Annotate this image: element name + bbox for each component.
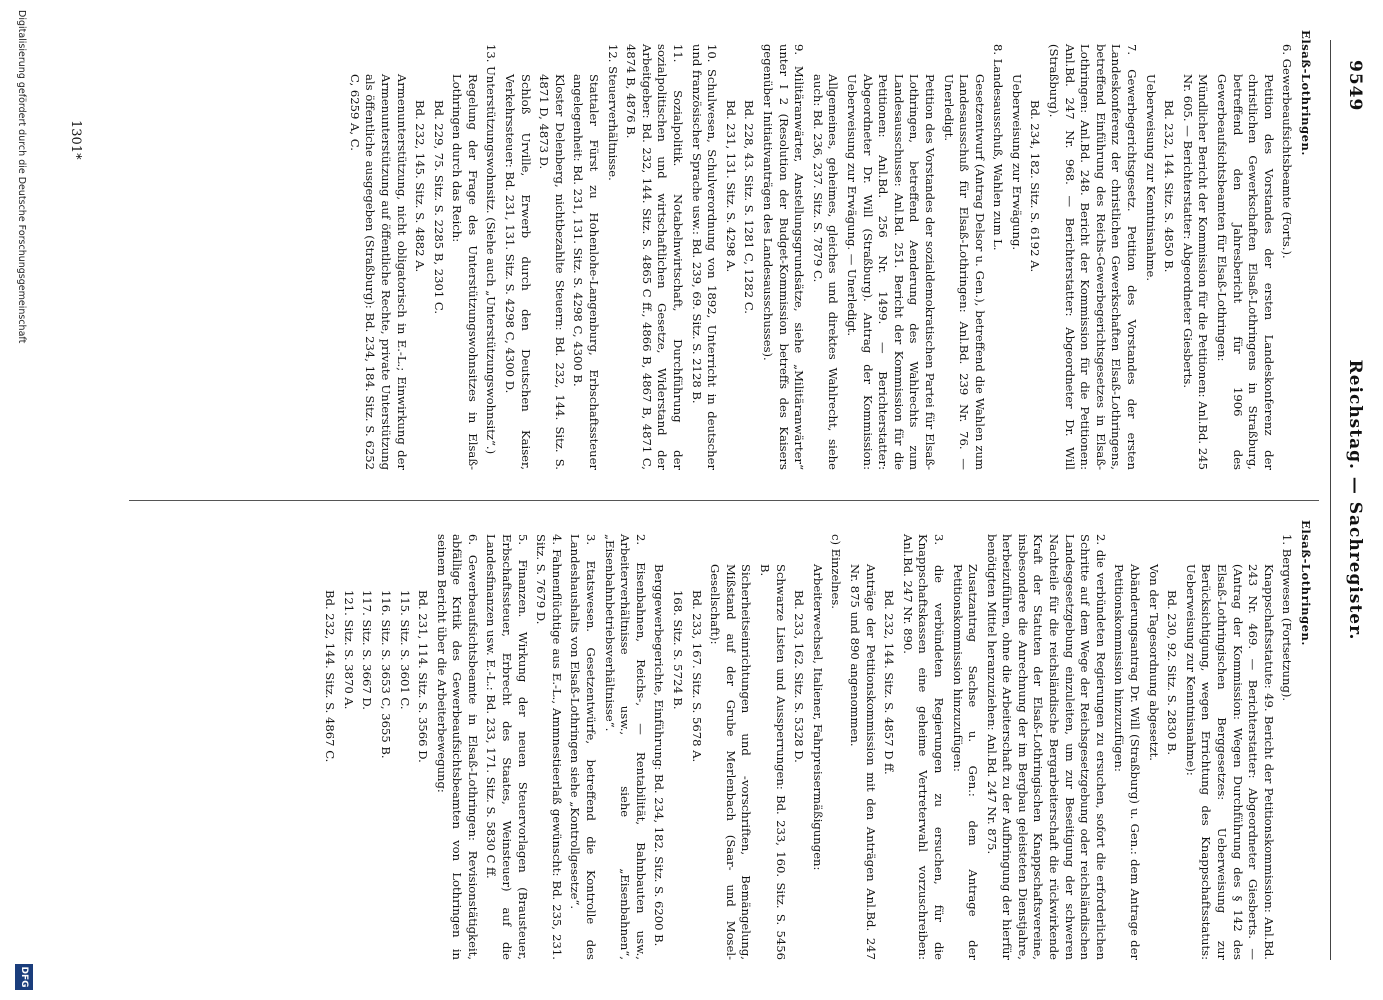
register-entry: Zusatzantrag Sachse u. Gen.: dem Antrage der Petitionskommission hinzuzufügen:: [950, 564, 981, 960]
register-entry: 7. Gewerbegerichtsgesetz. Petition des Vorstandes der ersten Landeskonferenz der christlichen Gewerkschaften Elsaß-Lothringens, betreffend Einführung des Reichs-Gewerbegerichtsgesetzes in Elsaß-Lothringen: Anl.Bd. 248. Bericht der Kommission für die Petitionen: Anl.Bd. 247 Nr. 968. — Berichterstatter: Abgeordneter Dr. Will (Straßburg).: [1047, 44, 1140, 470]
register-entry: Petition des Vorstandes der ersten Landeskonferenz der christlichen Gewerkschaften Elsaß-Lothringens in Straßburg, betreffend den Jahresbericht für 1906 des Gewerbeaufsichtsbeamten für Elsaß-Lothringen:: [1215, 74, 1276, 470]
register-entry: Abänderungsantrag Dr. Will (Straßburg) u. Gen.: dem Antrage der Petitionskommission hinzuzufügen:: [1112, 564, 1143, 960]
register-entry: 10. Schulwesen, Schulverordnung von 1892, Unterricht in deutscher und französischer Sprache usw.: Bd. 239, 69. Sitz. S. 2128 B.: [689, 44, 720, 470]
register-entry: 13. Unterstützungswohnsitz. (Siehe auch „Unterstützungswohnsitz“.): [484, 44, 499, 455]
register-entry: 1. Bergwesen (Fortsetzung).: [1280, 534, 1295, 702]
register-entry: Sicherheitseinrichtungen und -vorschriften, Bemängelung, Mißstand auf der Grube Merlenbach (Saar- und Mosel-Gesellschaft):: [708, 564, 754, 960]
page-number: 9549: [1345, 60, 1365, 112]
register-entry: Allgemeines, geheimes, gleiches und direktes Wahlrecht, siehe auch: Bd. 236, 237. Sitz. S. 7879 C.: [810, 74, 841, 470]
signature-mark: 1301*: [68, 120, 83, 160]
register-entry: 8. Landesausschuß, Wahlen zum L.: [991, 44, 1006, 251]
left-column-entries: [346, 30, 1294, 470]
register-entry: 9. Militäranwärter, Anstellungsgrundsätze, siehe „Militäranwärter“ unter I 2 (Resolution der Budget-Kommission betreffs des Kaisers gegenüber Initiativanträgen des Landesausschusses).: [761, 44, 807, 470]
register-entry: 5. Finanzen. Wirkung der neuen Steuervorlagen (Brausteuer, Erbschaftssteuer, Erbrecht des Staates, Weinsteuer) auf die Landesfinanzen usw. E.-L.: Bd. 233, 171. Sitz. S. 5830 C ff.: [484, 534, 530, 960]
dfg-logo: DFG: [15, 964, 33, 990]
register-entry: 3. Etatswesen. Gesetzentwürfe, betreffend die Kontrolle des Landeshaushalts von Elsaß-Lothringen siehe „Kontrollgesetze“.: [568, 534, 599, 960]
register-entry: Bd. 229, 75. Sitz. S. 2285 B, 2301 C.: [431, 100, 446, 315]
register-entry: Bd. 233, 167. Sitz. S. 5678 A.: [689, 590, 704, 763]
register-entry: Bd. 232, 144. Sitz. S. 4850 B.: [1162, 100, 1177, 273]
register-entry: 121. Sitz. S. 3870 A.: [341, 590, 356, 710]
register-entry: Bd. 228, 43. Sitz. S. 1281 C, 1282 C.: [742, 100, 757, 314]
digitization-credit: Digitalisierung gefördert durch die Deutsche Forschungsgemeinschaft: [16, 10, 27, 344]
register-entry: Anträge der Petitionskommission mit den Anträgen Anl.Bd. 247 Nr. 875 und 890 angenommen.: [847, 564, 878, 960]
register-entry: 168. Sitz. S. 5724 B.: [671, 590, 686, 710]
register-entry: 6. Gewerbeaufsichtsbeamte (Forts.).: [1280, 44, 1295, 259]
register-entry: Kloster Delenberg, nichtbezahlte Steuern: Bd. 232, 144. Sitz. S. 4871 D, 4873 D.: [537, 74, 567, 470]
column-heading: Elsaß-Lothringen.: [1299, 520, 1313, 646]
header-rule: [1330, 40, 1331, 960]
left-column: [133, 30, 1313, 470]
register-entry: Stattaler Fürst zu Hohenlohe-Langenburg, Erbschaftssteuer angelegenheit: Bd. 231, 131. Sitz. S. 4298 C, 4300 B.: [571, 74, 602, 470]
register-entry: Bd. 232, 145. Sitz. S. 4882 A.: [413, 100, 428, 273]
register-entry: 2. die verbündeten Regierungen zu ersuchen, sofort die erforderlichen Schritte auf dem Wege der Reichsgesetzgebung oder reichsländischen Landesgesetzgebung einzuleiten, um zur Beseitigung der schweren Nachteile für die reichsländische Bergarbeiterschaft die rückwirkende Kraft der Statuten der Elsaß-Lothringischen Knappschaftsvereine, insbesondere die Anrechnung der im Bergbau geleisteten Dienstjahre, herbeizuführen, ohne die Arbeiterschaft zu der Aufbringung der hierfür benötigten Mittel heranzuziehen: Anl.Bd. 247 Nr. 875.: [984, 534, 1108, 960]
register-entry: Bd. 232, 144. Sitz. S. 4857 D ff.: [882, 590, 897, 775]
register-entry: Bd. 233, 162. Sitz. S. 5328 D.: [792, 590, 807, 763]
register-entry: 115. Sitz. S. 3601 C.: [397, 590, 412, 710]
register-entry: 4. Fahnenflüchtige aus E.-L., Ammnestieerlaß gewünscht: Bd. 235, 231. Sitz. S. 7679 D.: [534, 534, 564, 960]
register-entry: 6. Gewerbeaufsichtsbeamte in Elsaß-Lothringen: Revisionstätigkeit, abfällige Kritik des Gewerbeaufsichtsbeamten von Lothringen in seinem Bericht über die Arbeiterbewegung:: [434, 534, 480, 960]
register-entry: 117. Sitz. S. 3667 D.: [360, 590, 375, 710]
register-entry: 2. Eisenbahnen, Reichs-, — Rentabilität, Bahnbauten usw., Arbeiterverhältnisse usw., siehe „Eisenbahnen“, „Eisenbahnbetriebsverhältnisse“.: [602, 534, 648, 960]
column-heading: Elsaß-Lothringen.: [1299, 30, 1313, 156]
register-entry: Von der Tagesordnung abgesetzt.: [1146, 564, 1161, 761]
register-entry: Bd. 232, 144. Sitz. S. 4867 C.: [323, 590, 338, 763]
register-entry: c) Einzelnes.: [829, 534, 844, 609]
register-entry: 11. Sozialpolitik. Notabelnwirtschaft, Durchführung der sozialpolitischen und wirtschaftlichen Gesetze, Widerstand der Arbeitgeber: Bd. 232, 144. Sitz. S. 4865 C ff., 4866 B, 4867 B, 4871 C, 4874 B, 4876 B.: [624, 44, 686, 470]
register-entry: 12. Steuerverhältnisse.: [605, 44, 620, 181]
page-title: Reichstag. — Sachregister.: [1345, 359, 1365, 641]
register-entry: Bd. 234, 182. Sitz. S. 6192 A.: [1028, 100, 1043, 273]
register-entry: Knappschaftsstatute: 49. Bericht der Petitionskommission: Anl.Bd. 243 Nr. 469. — Berichterstatter: Abgeordneter Giesberts. — (Antrag der Kommission: Wegen Durchführung des § 142 des Elsaß-Lothringischen Berggesetzes: Ueberweisung zur Berücksichtigung, wegen Errichtung des Knappschaftsstatuts: Ueberweisung zur Kenntnisnahme):: [1183, 564, 1276, 960]
running-header: [1325, 60, 1365, 940]
register-entry: Bd. 231, 131. Sitz. S. 4298 A.: [723, 100, 738, 273]
register-entry: Petition des Vorstandes der sozialdemokratischen Partei für Elsaß-Lothringen, betreffend Aenderung des Wahlrechts zum Landesausschusse: Anl.Bd. 251. Bericht der Kommission für die Petitionen: Anl.Bd. 256 Nr. 1499. — Berichterstatter: Abgeordneter Dr. Will (Straßburg). Antrag der Kommission: Ueberweisung zur Erwägung. — Unerledigt.: [844, 74, 937, 470]
register-entry: Ueberweisung zur Erwägung.: [1009, 74, 1024, 251]
register-entry: Bd. 231, 114. Sitz. S. 3566 D.: [416, 590, 431, 763]
register-entry: Bd. 230, 92. Sitz. S. 2830 B.: [1165, 590, 1180, 756]
register-entry: 116. Sitz. S. 3653 C, 3655 B.: [378, 590, 393, 759]
column-divider: [129, 500, 1319, 501]
register-entry: Schloß Urville, Erwerb durch den Deutschen Kaiser, Verkehrssteuer: Bd. 231, 131. Sitz. S. 4298 C, 4300 D.: [503, 74, 533, 470]
register-entry: Schwarze Listen und Aussperrungen: Bd. 233, 160. Sitz. S. 5456 B.: [758, 564, 788, 960]
register-entry: Regelung der Frage des Unterstützungswohnsitzes in Elsaß-Lothringen durch das Reich:: [450, 74, 480, 470]
register-entry: Arbeiterwechsel, Italiener, Fahrpreisermäßigungen:: [810, 564, 825, 871]
register-entry: Mündlicher Bericht der Kommission für die Petitionen: Anl.Bd. 245 Nr. 605. — Berichterstatter: Abgeordneter Giesberts.: [1180, 74, 1211, 470]
register-entry: 3. die verbündeten Regierungen zu ersuchen, für die Knappschaftskassen eine geheime Vertreterwahl vorzuschreiben: Anl.Bd. 247 Nr. 890.: [900, 534, 946, 960]
register-entry: Ueberweisung zur Kenntnisnahme.: [1143, 74, 1158, 282]
right-column-entries: [322, 520, 1295, 960]
register-entry: Armenunterstützung, nicht obligatorisch in E.-L.; Einwirkung der Armenunterstützung auf öffentliche Rechte, private Unterstützung als öffentliche ausgegeben (Straßburg): Bd. 234, 184. Sitz. S. 6252 C, 6259 A, C.: [347, 74, 409, 470]
register-entry: Berggewerbegerichte, Einführung: Bd. 234, 182. Sitz. S. 6200 B.: [652, 564, 667, 947]
right-column: [133, 520, 1313, 960]
register-entry: Gesetzentwurf (Antrag Delsor u. Gen.), betreffend die Wahlen zum Landesausschuß für Elsaß-Lothringen: Anl.Bd. 239 Nr. 76. — Unerledigt.: [941, 74, 987, 470]
